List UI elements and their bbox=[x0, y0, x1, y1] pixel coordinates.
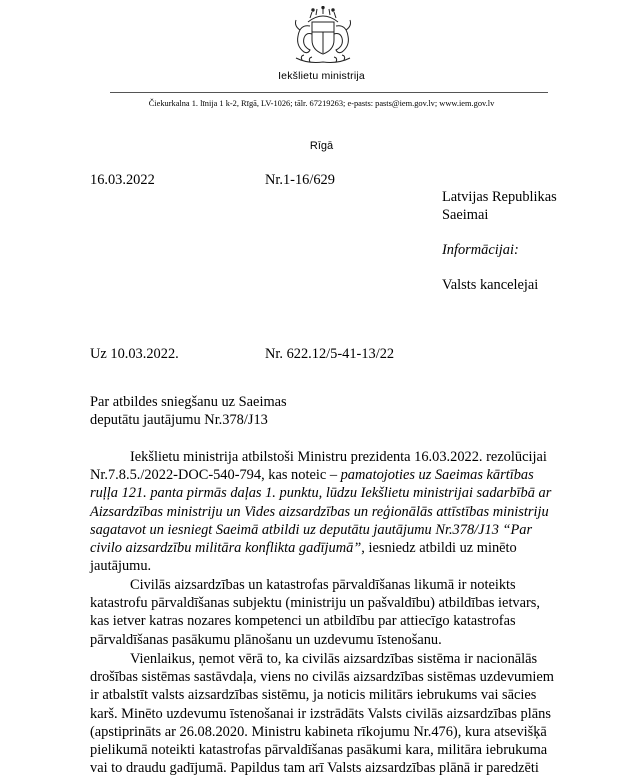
paragraph-line: civilo aizsardzību militāra konflikta gadījumā”, iesniedz atbildi uz minēto bbox=[90, 540, 517, 557]
body-paragraph-2 bbox=[90, 576, 554, 649]
paragraph-line: katastrofu pārvaldīšanas subjektu (ministriju un pašvaldību) atbildības ietvars, bbox=[90, 595, 541, 612]
subject-line-1: Par atbildes sniegšanu uz Saeimas bbox=[90, 394, 287, 410]
subject-line-2: deputātu jautājumu Nr.378/J13 bbox=[90, 412, 268, 428]
body-paragraph-1 bbox=[90, 448, 554, 575]
info-label: Informācijai: bbox=[442, 242, 519, 258]
paragraph-line: Iekšlietu ministrija atbilstoši Ministru prezidenta 16.03.2022. rezolūcijai bbox=[130, 449, 547, 465]
letter-city: Rīgā bbox=[309, 140, 334, 152]
paragraph-line: kas ietver katras nozares kompetenci un atbildību par attiecīgo katastrofas bbox=[90, 613, 516, 630]
paragraph-line: pielikumā noteikti katastrofas pārvaldīšanas pasākumi kara, militāra iebrukuma bbox=[90, 742, 548, 759]
paragraph-line: Nr.7.8.5./2022-DOC-540-794, kas noteic – pamatojoties uz Saeimas kārtības bbox=[90, 467, 534, 484]
reference-date: Uz 10.03.2022. bbox=[90, 346, 179, 362]
letter-number: Nr.1-16/629 bbox=[265, 172, 335, 188]
paragraph-line: karš. Minēto uzdevumu īstenošanai ir izstrādāts Valsts civilās aizsardzības plāns bbox=[90, 705, 551, 722]
paragraph-line: ruļļa 121. panta pirmās daļas 1. punktu, lūdzu Iekšlietu ministrijai sadarbībā ar bbox=[90, 485, 552, 502]
paragraph-line: drošības sistēmas sastāvdaļa, viens no civilās aizsardzības sistēmas uzdevumiem bbox=[90, 669, 554, 686]
header-divider bbox=[110, 92, 548, 93]
paragraph-line: (apstiprināts ar 26.08.2020. Ministru kabineta rīkojumu Nr.476), kura atsevišķā bbox=[90, 723, 547, 740]
recipient-line-3: Valsts kancelejai bbox=[442, 277, 539, 293]
body-paragraph-3 bbox=[90, 650, 554, 777]
paragraph-line: pārvaldīšanas pasākumu plānošanu un uzdevumu īstenošanu. bbox=[90, 631, 442, 648]
recipient-line-1: Latvijas Republikas bbox=[442, 189, 557, 205]
recipient-line-2: Saeimai bbox=[442, 207, 489, 223]
paragraph-line: Civilās aizsardzības un katastrofas pārvaldīšanas likumā ir noteikts bbox=[130, 577, 516, 593]
contact-line: Čiekurkalna 1. līnija 1 k-2, Rīgā, LV-1026; tālr. 67219263; e-pasts: pasts@iem.gov.lv; www.iem.gov.lv bbox=[148, 99, 495, 108]
ministry-name: Iekšlietu ministrija bbox=[278, 70, 365, 82]
letter-date: 16.03.2022 bbox=[90, 172, 155, 188]
paragraph-line: ir atbalstīt valsts aizsardzības sistēmu, ja noticis militārs iebrukums vai sācies bbox=[90, 687, 537, 704]
coat-of-arms-icon bbox=[288, 6, 358, 68]
paragraph-line: sagatavot un iesniegt Saeimā atbildi uz deputātu jautājumu Nr.378/J13 “Par bbox=[90, 521, 533, 538]
paragraph-line: vai to draudu gadījumā. Papildus tam arī Valsts aizsardzības plānā ir paredzēti bbox=[90, 760, 539, 777]
paragraph-line: jautājumu. bbox=[90, 558, 152, 575]
paragraph-line: Vienlaikus, ņemot vērā to, ka civilās aizsardzības sistēma ir nacionālās bbox=[130, 651, 538, 667]
reference-number: Nr. 622.12/5-41-13/22 bbox=[265, 346, 395, 362]
paragraph-line: Aizsardzības ministriju un Vides aizsardzības un reģionālās attīstības ministriju bbox=[90, 503, 549, 520]
